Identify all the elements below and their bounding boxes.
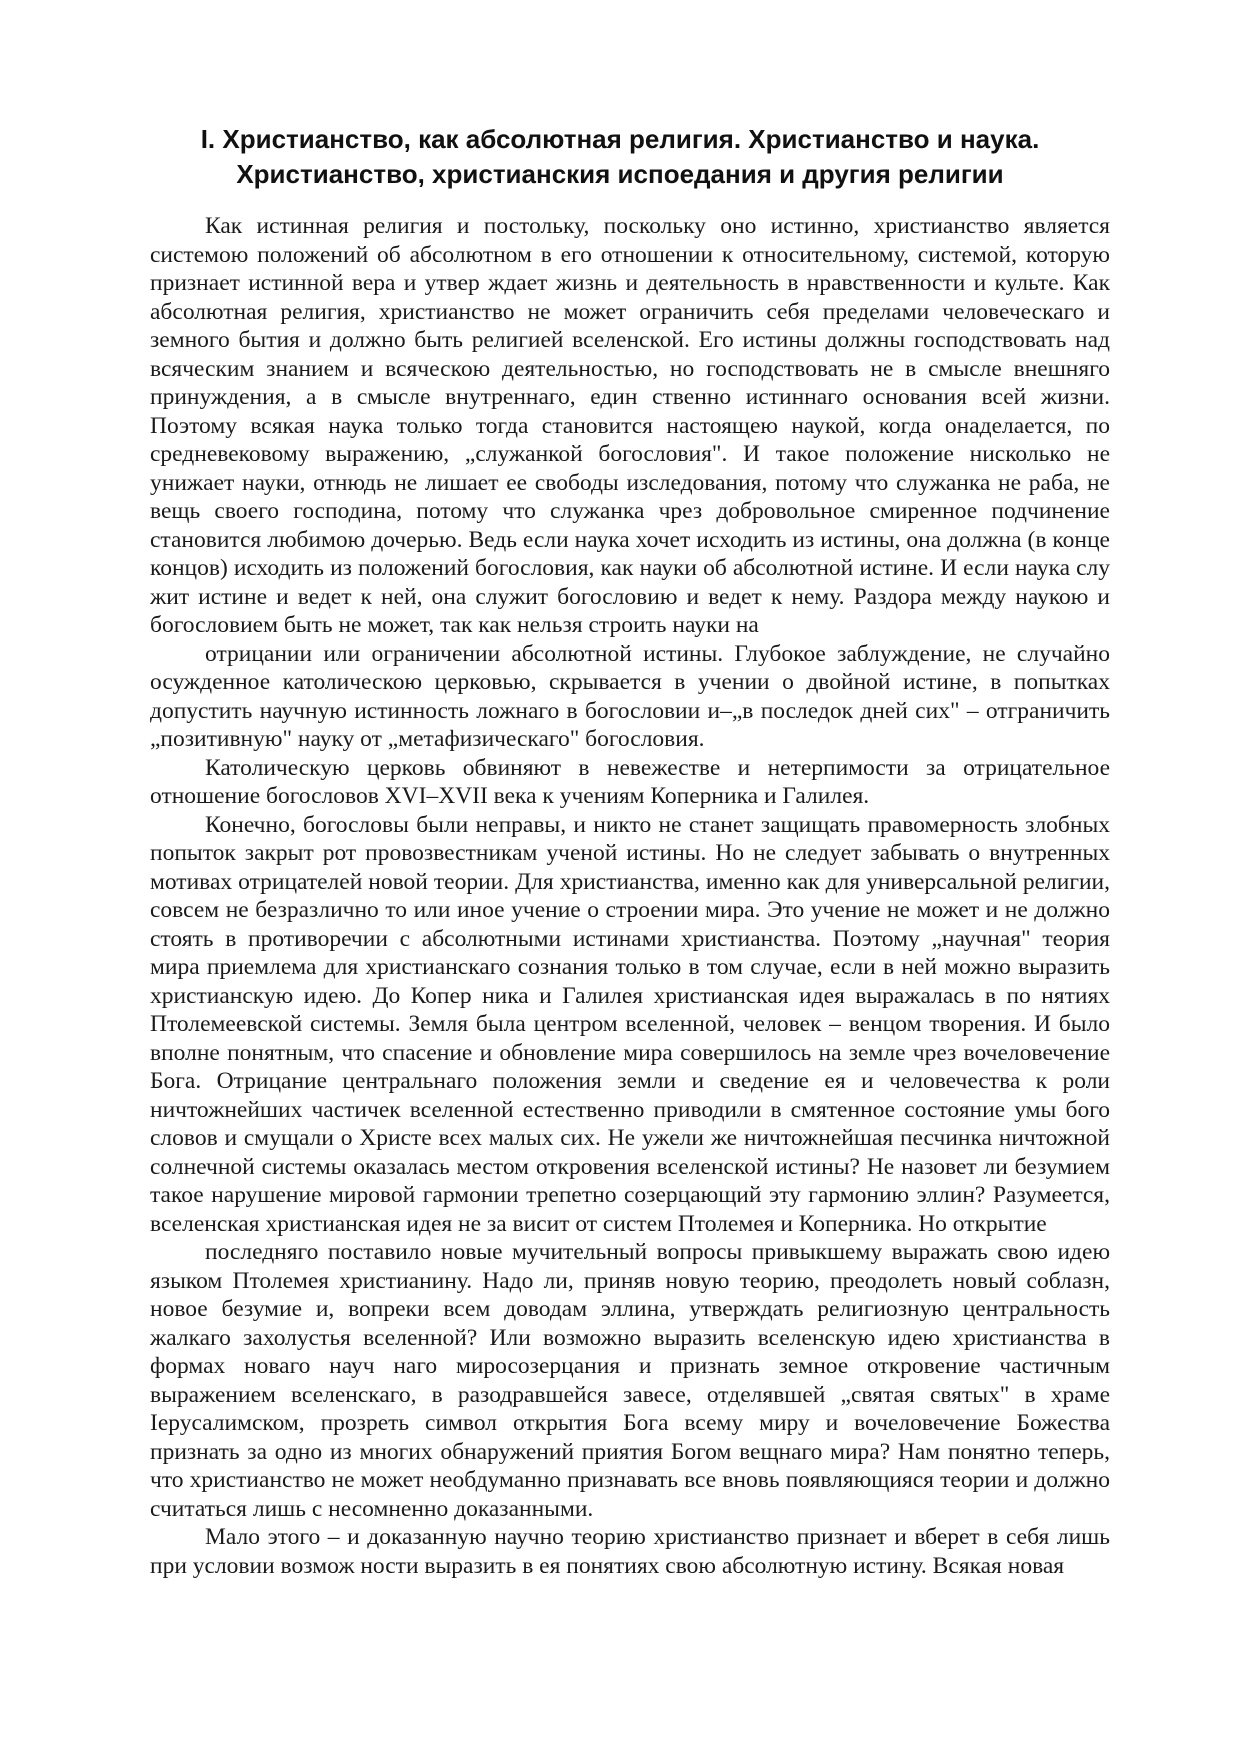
body-text bbox=[150, 212, 1110, 1580]
paragraph: Мало этого – и доказанную научно теорию христианство признает и вберет в себя лишь при условии возмож ности выразить в ея понятиях свою абсолютную истину. Всякая новая bbox=[150, 1524, 1110, 1579]
paragraph: Как истинная религия и постольку, поскольку оно истинно, христианство является системою положений об абсолютном в его отношении к относительному, системой, которую признает истинной вера и утвер ждает жизнь и деятельность в нравственности и культе. Как абсолютная религия, христианство не может ограничить себя пределами человеческаго и земного бытия и должно быть религией вселенской. Его истины должны господствовать над всяческим знанием и всяческою деятельностью, но господствовать не в смысле внешняго принуждения, а в смысле внутреннаго, един ственно истиннаго основания всей жизни. Поэтому всякая наука только тогда становится настоящею наукой, когда онаделается, по средневековому выражению, „служанкой богословия". И такое положение нисколько не унижает науки, отнюдь не лишает ее свободы изследования, потому что служанка не раба, не вещь своего господина, потому что служанка чрез добровольное смиренное подчинение становится любимою дочерью. Ведь если наука хочет исходить из истины, она должна (в конце концов) исходить из положений богословия, как науки об абсолютной истине. И если наука слу жит истине и ведет к ней, она служит богословию и ведет к нему. Раздора между наукою и богословием быть не может, так как нельзя строить науки на bbox=[150, 213, 1110, 638]
page-title bbox=[120, 122, 1120, 192]
paragraph: Католическую церковь обвиняют в невежестве и нетерпимости за отрицательное отношение богословов XVI–XVII века к учениям Коперника и Галилея. bbox=[150, 754, 1110, 809]
title-line-1: I. Христианство, как абсолютная религия. Христианство и наука. bbox=[200, 124, 1040, 154]
paragraph: отрицании или ограничении абсолютной истины. Глубокое заблуждение, не случайно осужденное католическою церковью, скрывается в учении о двойной истине, в попытках допустить научную истинность ложнаго в богословии и–„в последок дней сих" – отграничить „позитивную" науку от „метафизическаго" богословия. bbox=[150, 640, 1110, 752]
paragraph: Конечно, богословы были неправы, и никто не станет защищать правомерность злобных попыток закрыт рот провозвестникам ученой истины. Но не следует забывать о внутренных мотивах отрицателей новой теории. Для христианства, именно как для универсальной религии, совсем не безразлично то или иное учение о строении мира. Это учение не может и не должно стоять в противоречии с абсолютными истинами христианства. Поэтому „научная" теория мира приемлема для христианскаго сознания только в том случае, если в ней можно выразить христианскую идею. До Копер ника и Галилея христианская идея выражалась в по нятиях Птолемеевской системы. Земля была центром вселенной, человек – венцом творения. И было вполне понятным, что спасение и обновление мира совершилось на земле чрез вочеловечение Бога. Отрицание центральнаго положения земли и сведение ея и человечества к роли ничтожнейших частичек вселенной естественно приводили в смятенное состояние умы бого словов и смущали о Христе всех малых сих. Не ужели же ничтожнейшая песчинка ничтожной солнечной системы оказалась местом откровения вселенской истины? Не назовет ли безумием такое нарушение мировой гармонии трепетно созерцающий эту гармонию эллин? Разумеется, вселенская христианская идея не за висит от систем Птолемея и Коперника. Но открытие bbox=[150, 811, 1110, 1237]
paragraph: последняго поставило новые мучительный вопросы привыкшему выражать свою идею языком Птолемея христианину. Надо ли, приняв новую теорию, преодолеть новый соблазн, новое безумие и, вопреки всем доводам эллина, утверждать религиозную центральность жалкаго захолустья вселенной? Или возможно выразить вселенскую идею христианства в формах новаго науч наго миросозерцания и признать земное откровение частичным выражением вселенскаго, в разодравшейся завесе, отделявшей „святая святых" в храме Іерусалимском, прозреть символ открытия Бога всему миру и вочеловечение Божества признать за одно из многих обнаружений приятия Богом вещнаго мира? Нам понятно теперь, что христианство не может необдуманно признавать все вновь появляющияся теории и должно считаться лишь с несомненно доказанными. bbox=[150, 1239, 1110, 1522]
title-line-2: Христианство, христианския испоедания и другия религии bbox=[236, 159, 1004, 189]
